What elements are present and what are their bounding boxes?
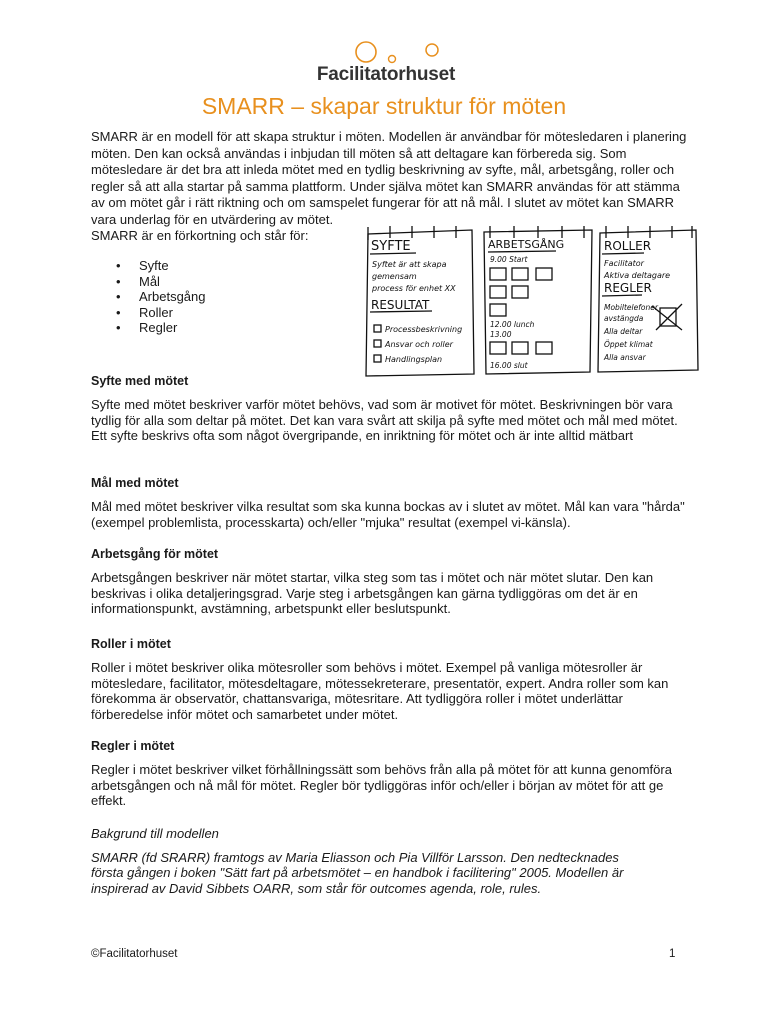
sketch-regler-item-1: Mobiltelefoner: [604, 303, 658, 312]
section-arbetsgang: [91, 547, 691, 617]
sketch-regler-item-4: Öppet klimat: [604, 340, 653, 349]
smarr-sketch-illustration: [360, 224, 700, 380]
list-item: • Syfte: [91, 258, 206, 274]
sketch-resultat-item-1: Processbeskrivning: [385, 325, 463, 334]
list-item: • Arbetsgång: [91, 289, 206, 305]
section-mal: [91, 476, 691, 530]
list-item: • Mål: [91, 274, 206, 290]
brand-logo: [306, 40, 466, 88]
sketch-syfte-text-2: gemensam: [372, 272, 417, 281]
page-number: 1: [669, 948, 676, 960]
page-title: SMARR – skapar struktur för möten: [201, 93, 567, 119]
section-heading: Roller i mötet: [91, 637, 171, 651]
sketch-end-time: 16.00 slut: [490, 361, 528, 370]
section-heading: Mål med mötet: [91, 476, 179, 490]
section-text: Arbetsgången beskriver när mötet startar, vilka steg som tas i mötet och när mötet slutar. Den kan beskrivas i olika detaljeringsgrad. Varje steg i arbetsgången kan gärna tydliggöras om det är en informationspunkt, avstämning, arbetspunkt eller beslutspunkt.: [91, 570, 654, 616]
intro-paragraph: SMARR är en modell för att skapa struktur i möten. Modellen är användbar för mötesledaren i planering möten. Den kan också användas i inbjudan till möten så att deltagare kan förbereda sig. Som mötesledare är det bra att inleda mötet med en tydlig beskrivning av syfte, mål, arbetsgång, roller och regler så att alla startar på samma plattform. Under själva mötet kan SMARR användas för att stämma av om mötet går i rätt riktning och om samspelet fungerar för att nå mål. I slutet av mötet kan SMARR vara underlag för en utvärdering av mötet.: [91, 129, 687, 227]
section-heading: Syfte med mötet: [91, 374, 189, 388]
sketch-roller-label: ROLLER: [604, 239, 652, 253]
sketch-roller-item-1: Facilitator: [604, 259, 644, 268]
sketch-resultat-item-3: Handlingsplan: [385, 355, 443, 364]
sketch-roller-item-2: Aktiva deltagare: [604, 271, 671, 280]
sketch-regler-item-2: avstängda: [604, 314, 644, 323]
list-item: • Regler: [91, 320, 206, 336]
abbreviation-intro: SMARR är en förkortning och står för:: [91, 228, 309, 243]
sketch-start-time: 9.00 Start: [490, 255, 528, 264]
sketch-syfte-text-1: Syftet är att skapa: [372, 260, 447, 269]
section-heading: Arbetsgång för mötet: [91, 547, 219, 561]
sketch-1300-time: 13.00: [490, 330, 512, 339]
section-text: Regler i mötet beskriver vilket förhållningssätt som behövs från alla på mötet för att kunna genomföra arbetsgången och nå mål för mötet. Regler bör tydliggöras inför och/eller i början av mötet för att ge effekt.: [91, 762, 672, 808]
section-text: Mål med mötet beskriver vilka resultat som ska kunna bockas av i slutet av mötet. Mål kan vara "hårda" (exempel problemlista, processkarta) och/eller "mjuka" resultat (exempel vi-känsla).: [91, 499, 685, 530]
background-heading: Bakgrund till modellen: [91, 826, 219, 841]
background-section: [91, 826, 651, 896]
sketch-regler-label: REGLER: [604, 281, 652, 295]
sketch-syfte-text-3: process för enhet XX: [372, 284, 456, 293]
background-text: SMARR (fd SRARR) framtogs av Maria Eliasson och Pia Villför Larsson. Den nedtecknades första gången i boken "Sätt fart på arbetsmötet – en handbok i facilitering" 2005. Modellen är inspirerad av David Sibbets OARR, som står för outcomes agenda, role, rules.: [91, 849, 624, 896]
sketch-regler-item-5: Alla ansvar: [604, 353, 646, 362]
logo-circles-icon: [354, 40, 444, 66]
footer-copyright: ©Facilitatorhuset: [91, 948, 178, 960]
section-roller: [91, 637, 691, 722]
sketch-regler-item-3: Alla deltar: [604, 327, 643, 336]
sketch-arbetsgang-label: ARBETSGÅNG: [488, 238, 565, 251]
section-heading: Regler i mötet: [91, 739, 175, 753]
section-text: Syfte med mötet beskriver varför mötet behövs, vad som är motivet för mötet. Beskrivningen bör vara tydlig för alla som deltar på mötet. Det kan vara svårt att skilja på syfte med mötet och mål med mötet. Ett syfte beskrivs ofta som något övergripande, en inriktning för mötet och är inte alltid mätbart: [91, 397, 678, 443]
smarr-list: [91, 258, 206, 336]
section-text: Roller i mötet beskriver olika mötesroller som behövs i mötet. Exempel på vanliga mötesroller är mötesledare, facilitator, mötesdeltagare, mötessekreterare, presentatör, expert. Andra roller som kan förekomma är observatör, chattansvariga, mötesritare. Att tydliggöra roller i mötet underlättar förberedelse inför mötet och samarbetet under mötet.: [91, 660, 669, 722]
brand-name: Facilitatorhuset: [316, 64, 456, 85]
sketch-resultat-item-2: Ansvar och roller: [385, 340, 453, 349]
sketch-lunch-time: 12.00 lunch: [490, 320, 535, 329]
sketch-syfte-label: SYFTE: [371, 239, 411, 254]
section-syfte: [91, 374, 691, 444]
list-item: • Roller: [91, 305, 206, 321]
section-regler: [91, 739, 691, 809]
sketch-resultat-label: RESULTAT: [371, 298, 430, 312]
